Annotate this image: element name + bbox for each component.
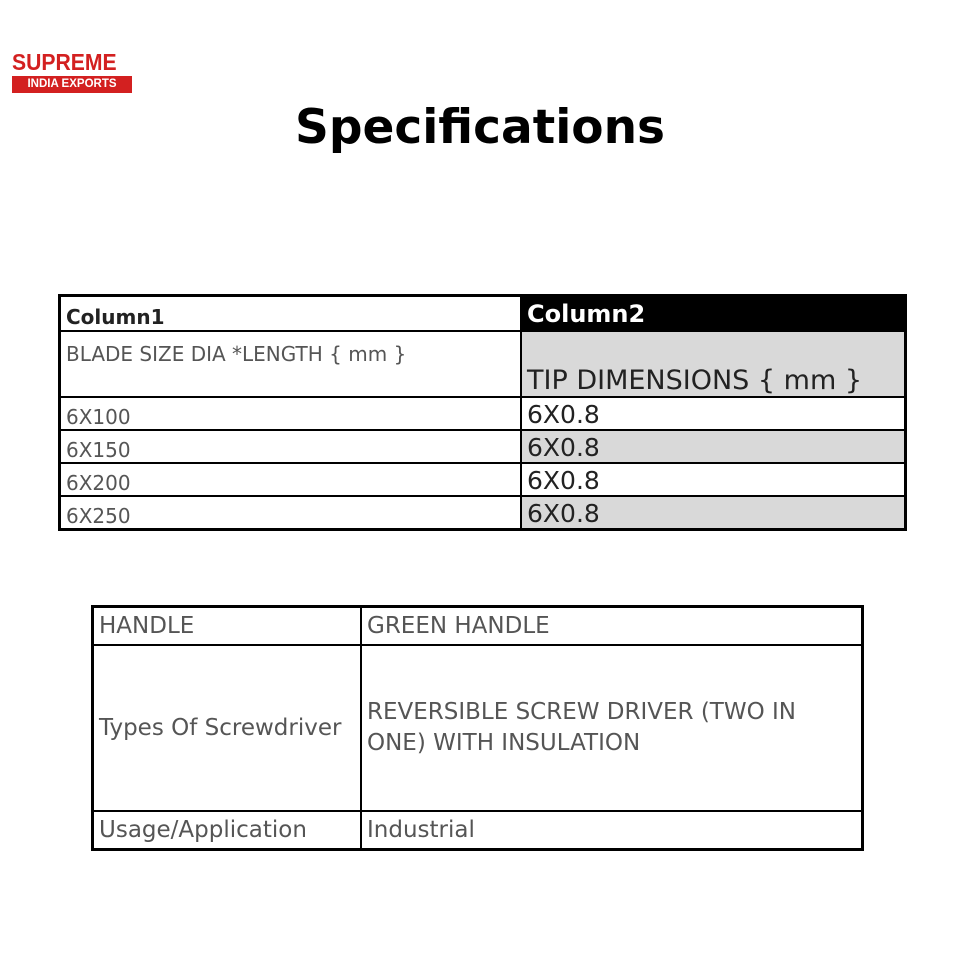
brand-tagline: INDIA EXPORTS: [12, 76, 132, 93]
table-row: [93, 607, 863, 646]
attributes-table: [91, 605, 864, 851]
table-row: [60, 430, 906, 463]
blade-size-cell: 6X200: [60, 463, 522, 496]
attribute-value: GREEN HANDLE: [361, 607, 863, 646]
size-table-header-row: [60, 296, 906, 332]
size-table-subheader-row: [60, 331, 906, 397]
tip-dimension-cell: 6X0.8: [521, 430, 906, 463]
table-row: [60, 496, 906, 530]
attribute-key: Types Of Screwdriver: [93, 645, 362, 811]
table-row: [60, 397, 906, 430]
brand-name: SUPREME: [12, 49, 117, 75]
attribute-key: Usage/Application: [93, 811, 362, 850]
attribute-value: REVERSIBLE SCREW DRIVER (TWO IN ONE) WITH INSULATION: [361, 645, 863, 811]
size-table-header-1: Column1: [60, 296, 522, 332]
blade-size-cell: 6X100: [60, 397, 522, 430]
brand-logo: [12, 50, 132, 93]
size-table-header-2: Column2: [521, 296, 906, 332]
tip-dimensions-header: TIP DIMENSIONS { mm }: [521, 331, 906, 397]
table-row: [93, 811, 863, 850]
tip-dimension-cell: 6X0.8: [521, 397, 906, 430]
attribute-value: Industrial: [361, 811, 863, 850]
page-title: Specifications: [294, 100, 666, 155]
tip-dimension-cell: 6X0.8: [521, 463, 906, 496]
tip-dimension-cell: 6X0.8: [521, 496, 906, 530]
attribute-key: HANDLE: [93, 607, 362, 646]
size-table: [58, 294, 907, 531]
table-row: [60, 463, 906, 496]
blade-size-cell: 6X150: [60, 430, 522, 463]
blade-size-header: BLADE SIZE DIA *LENGTH { mm }: [60, 331, 522, 397]
table-row: [93, 645, 863, 811]
blade-size-cell: 6X250: [60, 496, 522, 530]
